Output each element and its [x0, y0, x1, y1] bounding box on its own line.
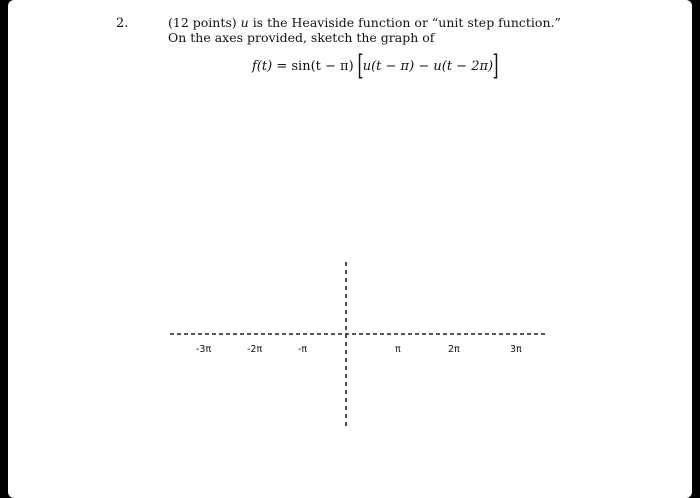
- heaviside-variable: u: [240, 15, 249, 30]
- tick-label: 2π: [448, 344, 460, 355]
- formula-minus: −: [418, 58, 430, 74]
- worksheet-page: [8, 0, 692, 498]
- formula-lhs: f(t): [252, 58, 273, 74]
- formula-sin-part: sin(t − π): [291, 58, 354, 74]
- axes-diagram: [8, 0, 692, 498]
- tick-labels: [196, 344, 522, 355]
- tick-label: -3π: [196, 344, 212, 355]
- points-label: (12 points): [168, 15, 237, 30]
- formula-u2: u(t − 2π): [433, 58, 494, 74]
- left-bracket: [: [357, 49, 364, 82]
- prompt-line-1-text: is the Heaviside function or “unit step function.”: [252, 15, 561, 30]
- prompt-line-2: On the axes provided, sketch the graph of: [168, 30, 435, 45]
- tick-label: 3π: [510, 344, 522, 355]
- right-bracket: ]: [492, 49, 499, 82]
- tick-label: -π: [298, 344, 308, 355]
- formula-u1: u(t − π): [362, 58, 415, 74]
- tick-label: π: [395, 344, 401, 355]
- formula-equals: =: [276, 58, 288, 74]
- question-number: 2.: [116, 16, 129, 31]
- tick-label: -2π: [247, 344, 263, 355]
